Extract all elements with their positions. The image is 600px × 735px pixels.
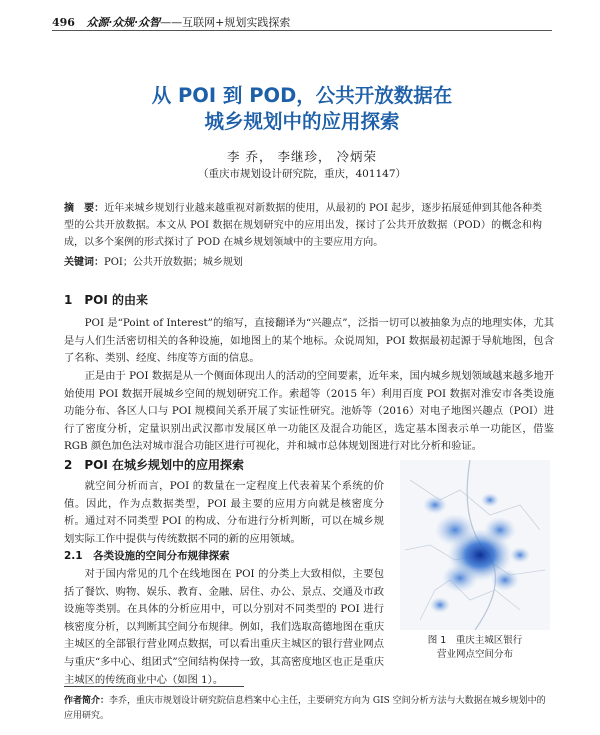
section1-heading: 1 POI 的由来 xyxy=(64,293,148,307)
section2-heading: 2 POI 在城乡规划中的应用探索 xyxy=(64,458,244,472)
section1-paragraph2: 正是由于 POI 数据是从一个侧面体现出人的活动的空间要素，近年来，国内城乡规划领域越来越多地开始使用 POI 数据开展城乡空间的规划研究工作。索超等（2015 年）利用百度 POI 数据对淮安市各类设施功能分布、各区人口与 POI 规模间关系开展了实证性研究。池娇等（2016）对电子地图兴趣点（POI）进行了密度分析，定量识别出武汉都市发展区单一功能区及混合功能区，选定基本图表示单一功能区，借鉴 RGB 颜色加色法对城市混合功能区进行可视化，并和城市总体规划图进行对比分析和验证。 xyxy=(64,370,554,453)
book-subtitle: ——互联网+规划实践探索 xyxy=(160,16,291,29)
keywords-label: 关键词： xyxy=(64,257,104,268)
figure1-caption-line2: 营业网点空间分布 xyxy=(436,649,513,660)
footnote-label: 作者简介： xyxy=(64,696,110,706)
footnote-text: 李乔，重庆市规划设计研究院信息档案中心主任，主要研究方向为 GIS 空间分析方法与大数据在城乡规划中的应用研究。 xyxy=(64,696,546,721)
density-hotspot xyxy=(481,493,499,507)
density-hotspot xyxy=(435,514,475,546)
page-number: 496 xyxy=(52,16,75,29)
abstract-text: 近年来城乡规划行业越来越重视对新数据的使用，从最初的 POI 起步，逐步拓展延伸到其他各种类型的公共开放数据。本文从 POI 数据在规划研究中的应用出发，探讨了公共开放数据（POD）的概念和构成，以多个案例的形式探讨了 POD 在城乡规划领域中的主要应用方向。 xyxy=(64,203,543,248)
figure1-caption-line1: 图 1 重庆主城区银行 xyxy=(427,635,523,646)
subsection-2-1-heading: 2.1 各类设施的空间分布规律探索 xyxy=(64,550,230,562)
section2-paragraph1: 就空间分析而言，POI 的数量在一定程度上代表着某个系统的价值。因此，作为点数据类型，POI 最主要的应用方向就是核密度分析。通过对不同类型 POI 的构成、分布进行分析判断，可以在城乡规划实际工作中提供与传统数据不同的新的应用领域。 xyxy=(64,480,384,545)
author-footnote xyxy=(64,694,550,724)
article-title-line2: 城乡规划中的应用探索 xyxy=(204,110,400,133)
density-hotspot xyxy=(510,547,530,563)
authors: 李 乔， 李继珍， 冷炳荣 xyxy=(227,149,377,164)
density-hotspot xyxy=(442,564,478,592)
abstract xyxy=(64,200,542,251)
book-title: 众源·众规·众智 xyxy=(86,16,161,29)
keywords xyxy=(64,253,542,268)
article-title-line1: 从 POI 到 POD，公共开放数据在 xyxy=(151,84,453,107)
density-hotspot xyxy=(430,597,450,613)
header-divider xyxy=(52,30,552,31)
figure1-caption xyxy=(400,634,550,662)
density-hotspot xyxy=(491,569,519,591)
running-header xyxy=(52,14,290,30)
figure1-density-map xyxy=(400,460,550,630)
abstract-label: 摘 要： xyxy=(64,203,105,214)
density-map-svg xyxy=(400,460,550,630)
affiliation: （重庆市规划设计研究院，重庆，401147） xyxy=(197,168,407,180)
section2-paragraph2: 对于国内常见的几个在线地图在 POI 的分类上大致相似，主要包括了餐饮、购物、娱乐、教育、金融、居住、办公、景点、交通及市政设施等类别。在具体的分析应用中，可以分别对不同类型的 POI 进行核密度分析，以判断其空间分布规律。例如，我们选取高德地图在重庆主城区的全部银行营业网点数据，可以看出重庆主城区的银行营业网点与重庆“多中心、组团式”空间结构保持一致，其高密度地区也正是重庆主城区的传统商业中心（如图 1）。 xyxy=(64,568,384,686)
density-hotspot xyxy=(484,517,516,543)
section1-paragraph1: POI 是“Point of Interest”的缩写，直接翻译为“兴趣点”，泛指一切可以被抽象为点的地理实体，尤其是与人们生活密切相关的各种设施，如地图上的某个地标。众说周知，POI 数据最初起源于导航地图，包含了名称、类别、经度、纬度等方面的信息。 xyxy=(64,317,554,365)
footnote-divider xyxy=(64,686,244,687)
density-hotspot xyxy=(423,496,447,514)
keywords-text: POI；公共开放数据；城乡规划 xyxy=(104,257,243,268)
